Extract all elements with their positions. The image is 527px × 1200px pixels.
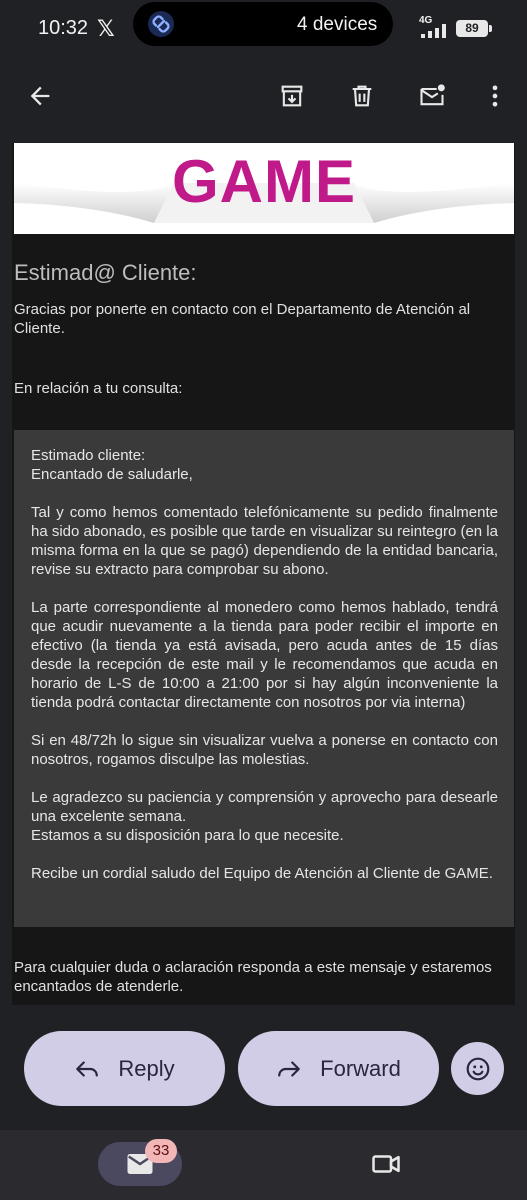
email-toolbar bbox=[0, 56, 527, 140]
archive-button[interactable] bbox=[272, 76, 312, 116]
forward-label: Forward bbox=[320, 1055, 401, 1081]
trash-icon bbox=[348, 82, 376, 110]
dynamic-island[interactable] bbox=[133, 2, 393, 46]
quote-salutation-line2: Encantado de saludarle, bbox=[31, 466, 193, 483]
battery-icon: 89 bbox=[456, 20, 488, 37]
network-type: 4G bbox=[419, 15, 433, 26]
more-options-button[interactable] bbox=[475, 76, 515, 116]
archive-icon bbox=[278, 82, 306, 110]
quote-paragraph-signoff: Recibe un cordial saludo del Equipo de Atención al Cliente de GAME. bbox=[31, 865, 493, 882]
quote-salutation-line1: Estimado cliente: bbox=[31, 447, 146, 464]
intro-text: Gracias por ponerte en contacto con el Departamento de Atención al Cliente. bbox=[14, 301, 471, 337]
back-button[interactable] bbox=[20, 76, 60, 116]
footer-note: Para cualquier duda o aclaración responda a este mensaje y estaremos encantados de atenderle. bbox=[14, 959, 492, 995]
mark-unread-icon bbox=[418, 82, 446, 110]
quote-thanks-line2: Estamos a su disposición para lo que necesite. bbox=[31, 827, 344, 844]
signal-icon bbox=[421, 24, 449, 38]
mark-unread-button[interactable] bbox=[412, 76, 452, 116]
quoted-reply bbox=[14, 430, 514, 927]
game-logo: GAME bbox=[172, 148, 356, 215]
game-banner bbox=[14, 143, 514, 234]
nav-meet-tab[interactable] bbox=[368, 1148, 404, 1180]
unread-count-badge: 33 bbox=[145, 1139, 177, 1163]
quote-paragraph-wallet: La parte correspondiente al monedero como hemos hablado, tendrá que acudir nuevamente a la tienda para poder recibir el importe en efectivo (la tienda ya está avisada, pero acuda antes de 15 días desde la recepción de este mail y le recomendamos que acuda en horario de L-S de 10:00 a 21:00 por si hay algún inconveniente la tienda podrá contactar directamente con nosotros por via interna) bbox=[31, 599, 498, 711]
reply-button[interactable] bbox=[24, 1031, 225, 1106]
quote-salutation bbox=[31, 446, 498, 484]
delete-button[interactable] bbox=[342, 76, 382, 116]
consulta-text: En relación a tu consulta: bbox=[14, 380, 183, 397]
quote-paragraph-followup: Si en 48/72h lo sigue sin visualizar vuelva a ponerse en contacto con nosotros, rogamos disculpe las molestias. bbox=[31, 732, 498, 768]
quote-paragraph-refund: Tal y como hemos comentado telefónicamente su pedido finalmente ha sido abonado, es posible que tarde en visualizar su reintegro (en la misma forma en la que se pagó) dependiendo de la entidad bancaria, revise su extracto para comprobar su abono. bbox=[31, 504, 498, 578]
quote-thanks-line1: Le agradezco su paciencia y comprensión y aprovecho para desearle una excelente semana. bbox=[31, 789, 498, 825]
forward-button[interactable] bbox=[238, 1031, 439, 1106]
video-camera-icon bbox=[370, 1149, 402, 1179]
greeting-heading: Estimad@ Cliente: bbox=[14, 260, 197, 285]
reply-label: Reply bbox=[118, 1055, 175, 1081]
devices-count: 4 devices bbox=[297, 14, 378, 35]
bottom-navigation bbox=[0, 1130, 527, 1200]
x-app-icon: 𝕏 bbox=[97, 16, 115, 41]
emoji-reaction-button[interactable] bbox=[451, 1042, 504, 1095]
status-bar bbox=[0, 0, 527, 56]
quote-paragraph-thanks bbox=[31, 788, 498, 845]
more-vert-icon bbox=[481, 82, 509, 110]
status-time: 10:32 bbox=[38, 17, 89, 39]
arrow-left-icon bbox=[26, 82, 54, 110]
email-body bbox=[12, 143, 515, 1005]
link-icon bbox=[147, 10, 175, 38]
forward-icon bbox=[276, 1056, 302, 1082]
smiley-icon bbox=[465, 1056, 491, 1082]
reply-icon bbox=[74, 1056, 100, 1082]
battery-tip bbox=[489, 25, 492, 32]
